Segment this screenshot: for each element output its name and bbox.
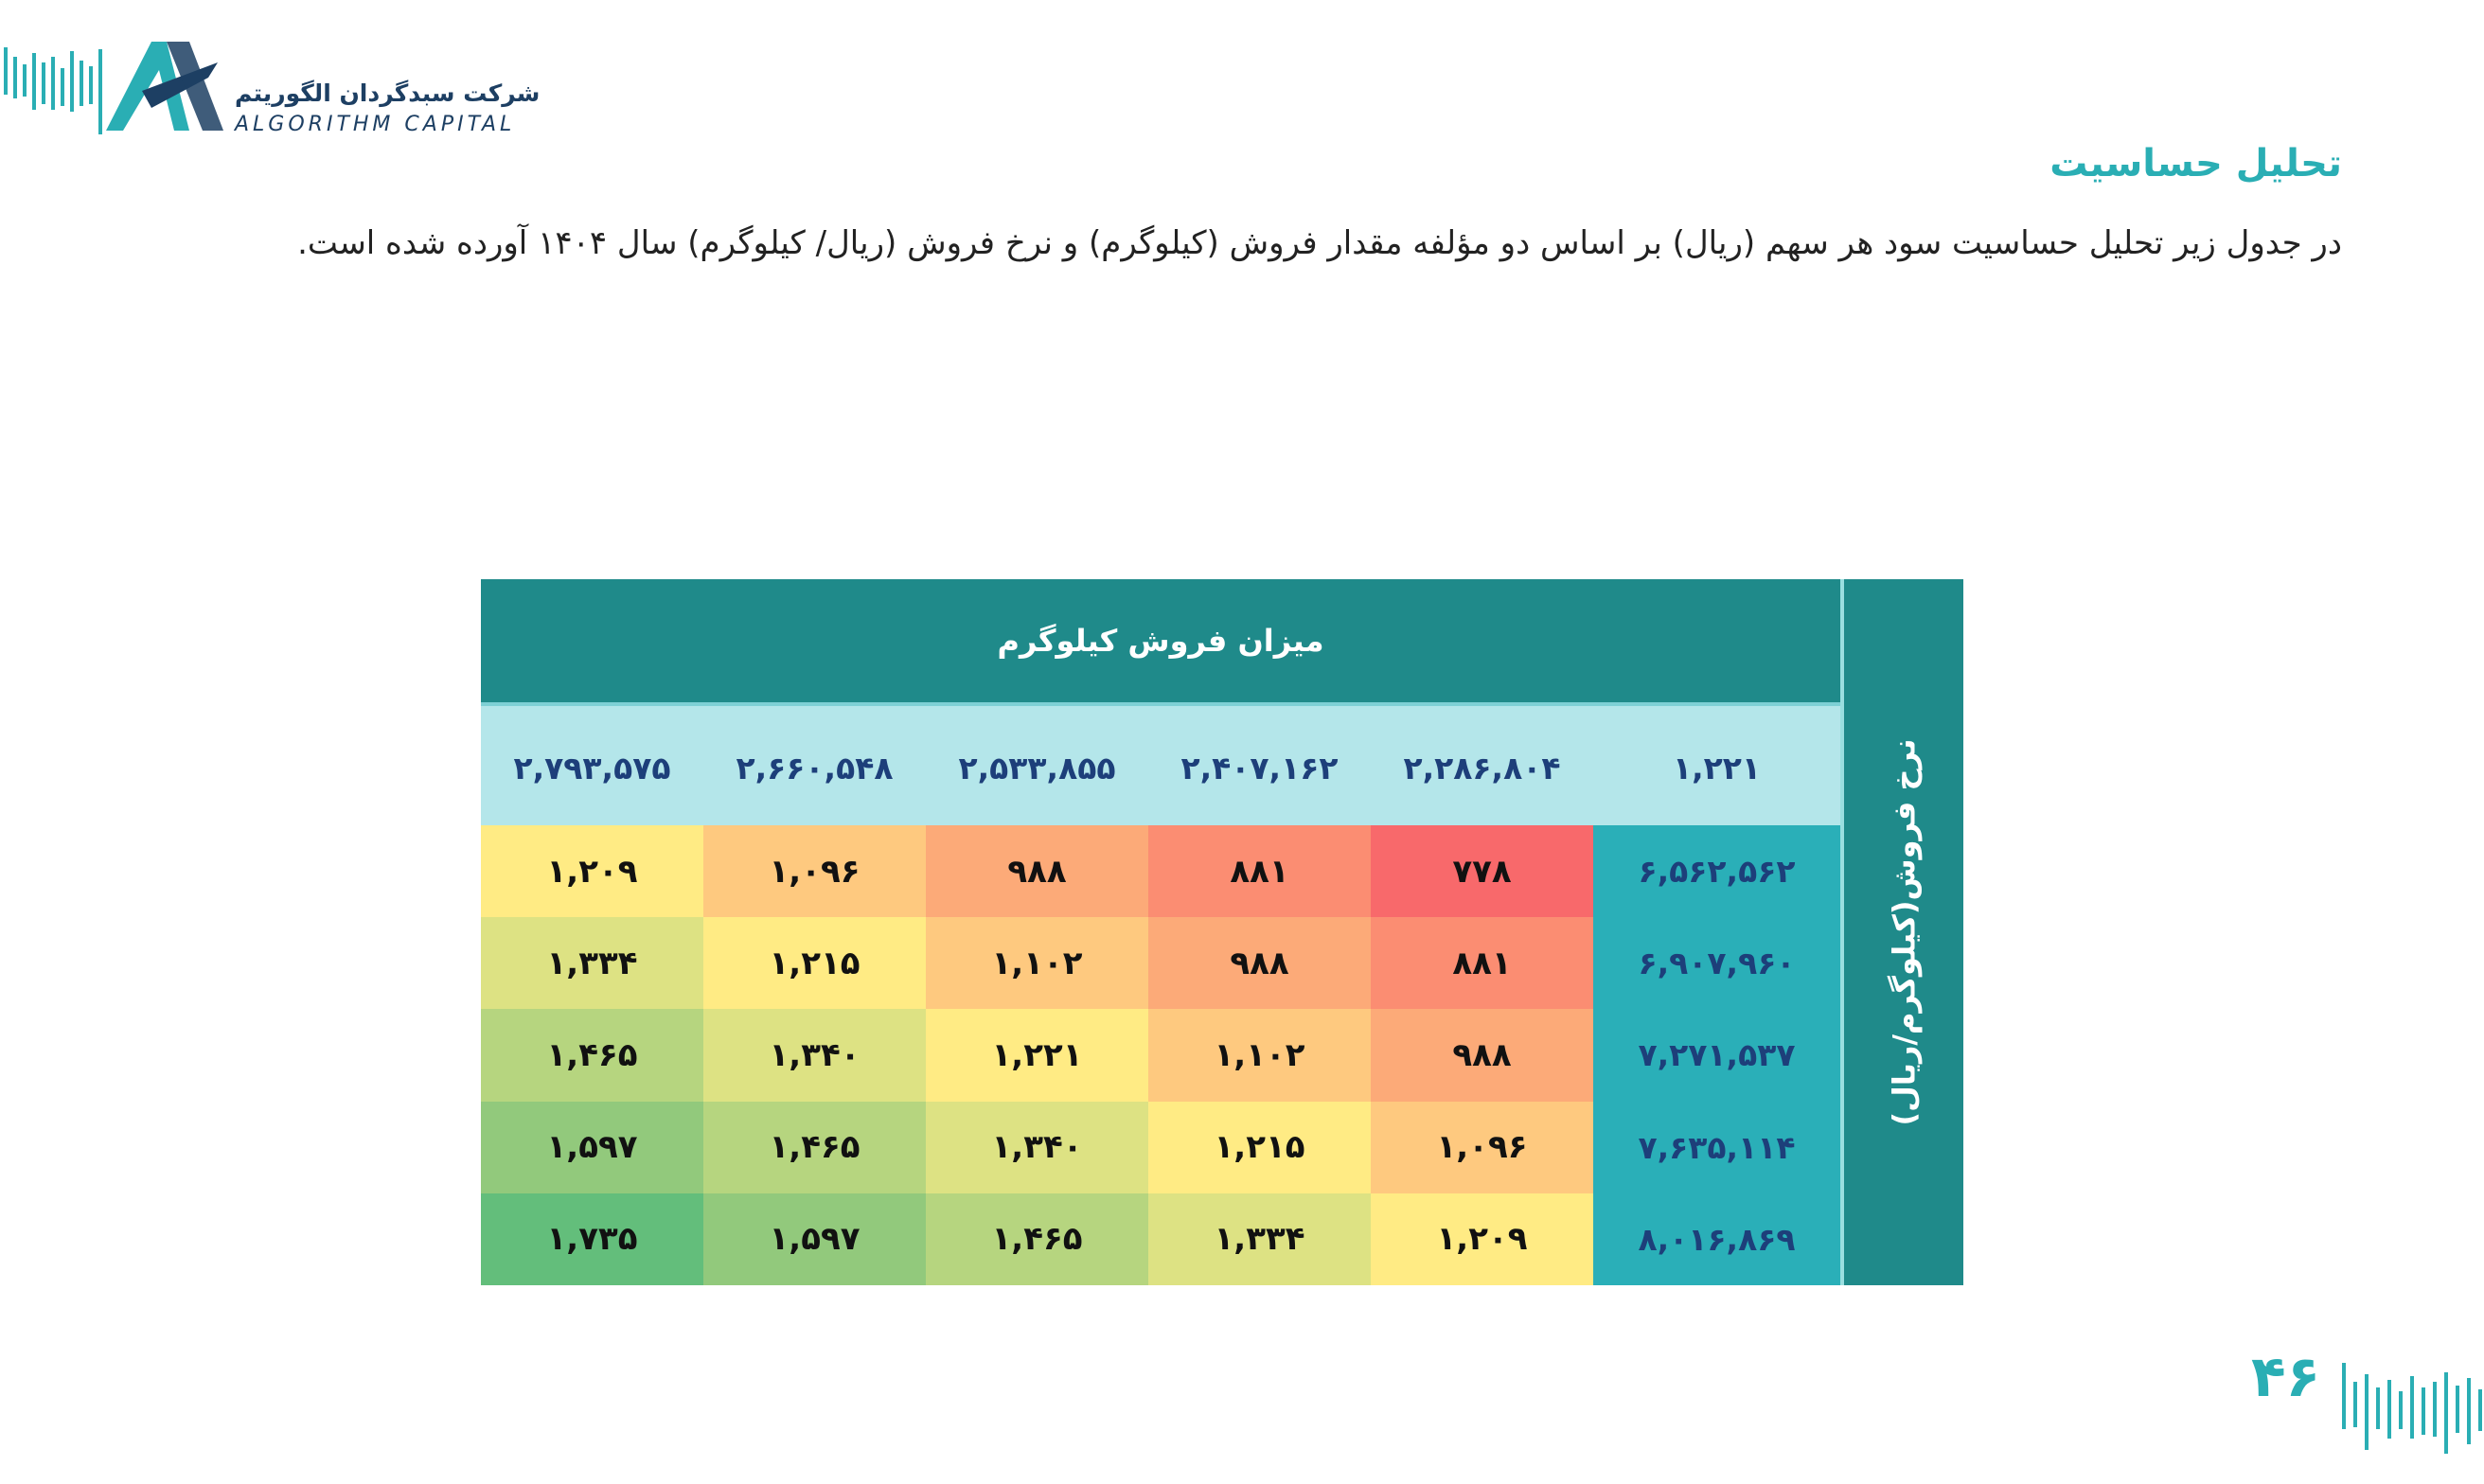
column-group-header: میزان فروش کیلوگرم xyxy=(481,579,1840,702)
value-cell: ۱,۱۰۲ xyxy=(926,917,1148,1009)
value-cell: ۱,۴۶۵ xyxy=(703,1102,926,1193)
table-row xyxy=(481,1009,1840,1101)
quantity-header-row xyxy=(481,702,1840,829)
value-cell: ۱,۳۴۰ xyxy=(703,1009,926,1101)
value-cell: ۷۷۸ xyxy=(1371,825,1593,917)
quantity-header: ۲,۷۹۳,۵۷۵ xyxy=(513,749,671,786)
value-cell: ۱,۷۳۵ xyxy=(481,1193,703,1285)
value-cell: ۱,۳۳۴ xyxy=(1148,1193,1371,1285)
table-row xyxy=(481,1193,1840,1285)
price-header: ۷,۲۷۱,۵۳۷ xyxy=(1593,1009,1840,1101)
page-number: ۴۶ xyxy=(2251,1344,2321,1410)
logo-name-fa: شرکت سبدگردان الگوریتم xyxy=(235,80,541,107)
row-group-label: نرخ فروش(کیلوگرم/ریال) xyxy=(1886,738,1923,1126)
value-cell: ۱,۵۹۷ xyxy=(703,1193,926,1285)
value-cell: ۱,۲۰۹ xyxy=(1371,1193,1593,1285)
value-cell: ۱,۲۱۵ xyxy=(703,917,926,1009)
corner-value: ۱,۲۲۱ xyxy=(1672,749,1762,786)
sound-wave-icon xyxy=(2338,1353,2484,1458)
value-cell: ۸۸۱ xyxy=(1371,917,1593,1009)
value-cell: ۱,۱۰۲ xyxy=(1148,1009,1371,1101)
sensitivity-table xyxy=(481,579,1963,1285)
logo-name-en: ALGORITHM CAPITAL xyxy=(235,113,516,136)
table-row xyxy=(481,1102,1840,1193)
table-row xyxy=(481,825,1840,917)
value-cell: ۱,۳۴۰ xyxy=(926,1102,1148,1193)
row-group-header xyxy=(1840,579,1963,1285)
quantity-header: ۲,۶۶۰,۵۴۸ xyxy=(736,749,894,786)
price-header: ۶,۵۶۲,۵۶۲ xyxy=(1593,825,1840,917)
company-logo xyxy=(0,34,541,138)
value-cell: ۱,۰۹۶ xyxy=(1371,1102,1593,1193)
value-cell: ۹۸۸ xyxy=(1371,1009,1593,1101)
value-cell: ۱,۲۱۵ xyxy=(1148,1102,1371,1193)
value-cell: ۱,۴۶۵ xyxy=(926,1193,1148,1285)
value-cell: ۱,۳۳۴ xyxy=(481,917,703,1009)
value-grid xyxy=(481,825,1840,1285)
value-cell: ۱,۲۰۹ xyxy=(481,825,703,917)
quantity-header: ۲,۲۸۶,۸۰۴ xyxy=(1403,749,1561,786)
intro-paragraph: در جدول زیر تحلیل حساسیت سود هر سهم (ریال) بر اساس دو مؤلفه مقدار فروش (کیلوگرم) و نرخ فروش (ریال/ کیلوگرم) سال ۱۴۰۴ آورده شده است. xyxy=(297,224,2342,262)
value-cell: ۱,۲۲۱ xyxy=(926,1009,1148,1101)
value-cell: ۱,۰۹۶ xyxy=(703,825,926,917)
price-header: ۸,۰۱۶,۸۶۹ xyxy=(1593,1193,1840,1285)
value-cell: ۹۸۸ xyxy=(1148,917,1371,1009)
logo-mark-icon xyxy=(0,34,237,138)
value-cell: ۱,۵۹۷ xyxy=(481,1102,703,1193)
value-cell: ۱,۴۶۵ xyxy=(481,1009,703,1101)
page-title: تحلیل حساسیت xyxy=(2049,142,2342,186)
table-row xyxy=(481,917,1840,1009)
value-cell: ۸۸۱ xyxy=(1148,825,1371,917)
quantity-header: ۲,۴۰۷,۱۶۲ xyxy=(1180,749,1339,786)
price-header: ۶,۹۰۷,۹۶۰ xyxy=(1593,917,1840,1009)
price-header: ۷,۶۳۵,۱۱۴ xyxy=(1593,1102,1840,1193)
value-cell: ۹۸۸ xyxy=(926,825,1148,917)
quantity-header: ۲,۵۳۳,۸۵۵ xyxy=(958,749,1116,786)
